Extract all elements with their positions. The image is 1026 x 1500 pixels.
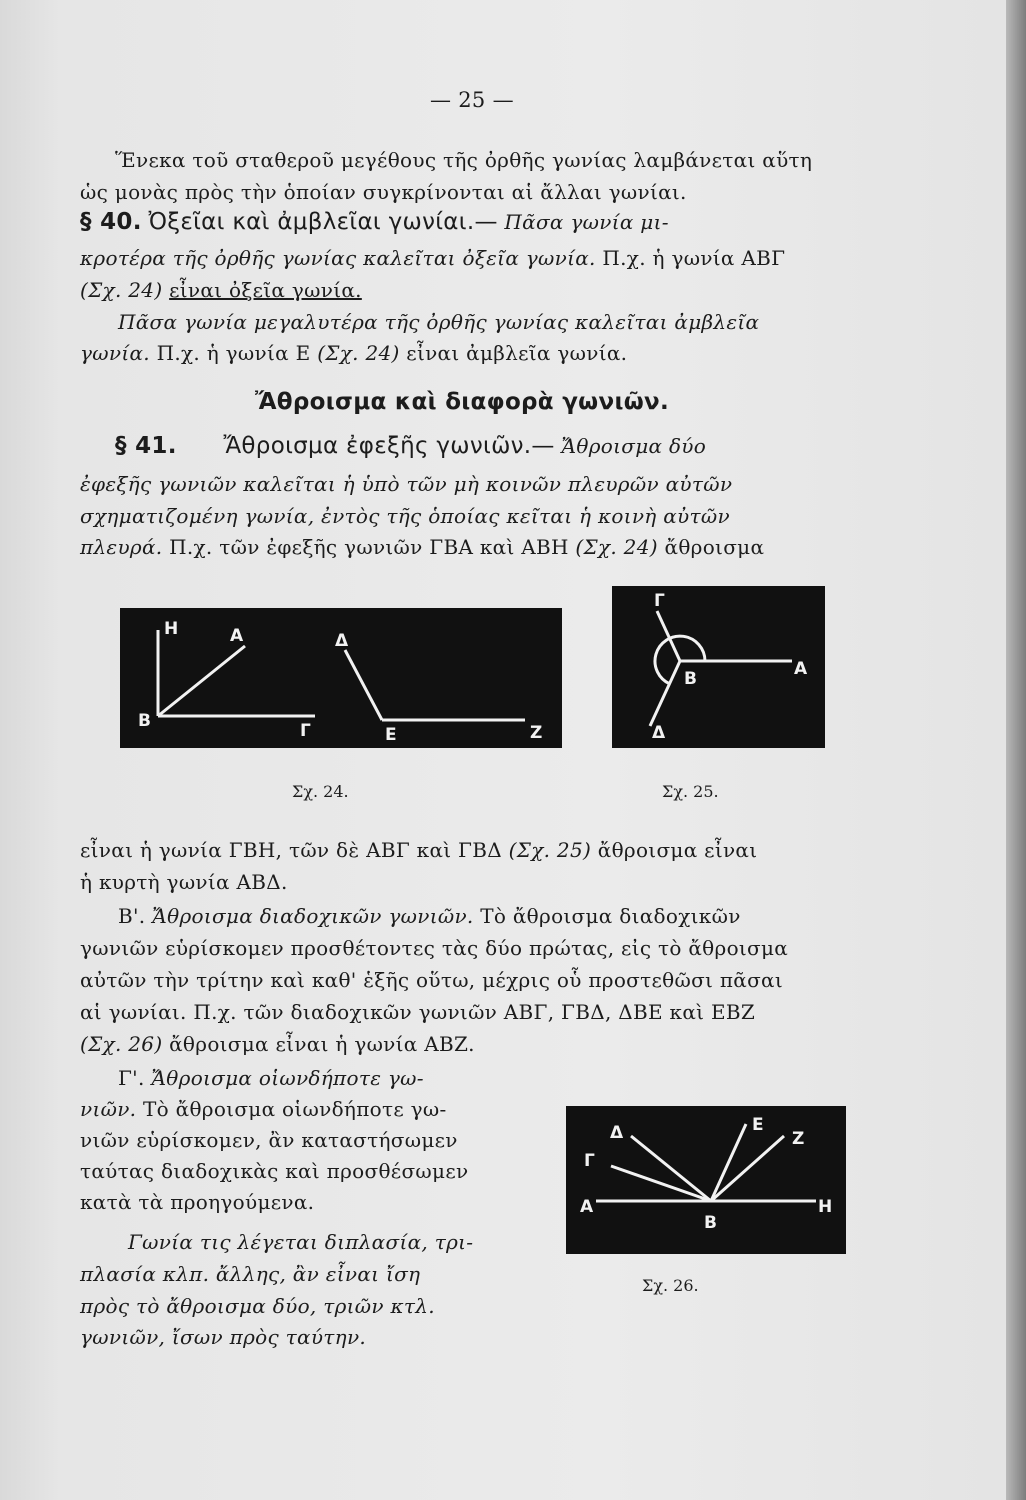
part-g-para2-line-3 <box>80 1294 435 1318</box>
definition-text: γωνιῶν, ἴσων πρὸς ταύτην. <box>80 1325 367 1349</box>
label-beta: Β <box>704 1213 717 1233</box>
section-40-definition: κροτέρα τῆς ὀρθῆς γωνίας καλεῖται ὀξεῖα γωνία. <box>80 246 596 270</box>
section-41-example: Π.χ. τῶν ἐφεξῆς γωνιῶν ΓΒΑ καὶ ΑΒΗ <box>169 535 569 559</box>
section-40-line-4 <box>118 310 759 334</box>
continuation-line-1 <box>80 838 757 862</box>
label-eta: Η <box>818 1197 833 1217</box>
section-40-line-1 <box>80 210 669 234</box>
section-41-line-1 <box>115 434 706 458</box>
figure-24-caption: Σχ. 24. <box>292 782 349 801</box>
part-g-text: Τὸ ἄθροισμα οἱωνδήποτε γω- <box>143 1097 447 1121</box>
section-40-line-5 <box>80 341 627 365</box>
section-41-text: ἄθροισμα <box>664 535 765 559</box>
figure-26-drawing <box>566 1106 846 1254</box>
section-40-text: εἶναι ὀξεῖα γωνία. <box>169 278 362 302</box>
figure-24 <box>120 608 562 748</box>
label-delta: Δ <box>335 631 349 651</box>
figure-ref: (Σχ. 25) <box>508 838 592 862</box>
section-41-text: ἐφεξῆς γωνιῶν καλεῖται ἡ ὑπὸ τῶν μὴ κοινῶν πλευρῶν αὐτῶν <box>80 472 733 496</box>
part-b-title: Ἄθροισμα διαδοχικῶν γωνιῶν. <box>152 904 474 928</box>
label-zeta: Ζ <box>530 723 543 743</box>
label-gamma: Γ <box>584 1151 595 1171</box>
part-g-line-3: νιῶν εὑρίσκομεν, ἂν καταστήσωμεν <box>80 1128 458 1152</box>
section-40-definition-2: Πᾶσα γωνία μεγαλυτέρα τῆς ὀρθῆς γωνίας καλεῖται ἀμβλεῖα <box>118 310 760 334</box>
label-alpha: Α <box>580 1197 594 1217</box>
definition-text: Γωνία τις λέγεται διπλασία, τρι- <box>128 1230 474 1254</box>
section-heading: Ἄθροισμα καὶ διαφορὰ γωνιῶν. <box>255 389 669 415</box>
part-g-title: Ἄθροισμα οἱωνδήποτε γω- <box>151 1066 424 1090</box>
part-b-label: Β'. <box>118 904 146 928</box>
label-delta: Δ <box>610 1123 624 1143</box>
definition-text: πρὸς τὸ ἄθροισμα δύο, τριῶν κτλ. <box>80 1294 435 1318</box>
figure-ref: (Σχ. 26) <box>80 1032 163 1056</box>
part-g-line-4: ταύτας διαδοχικὰς καὶ προσθέσωμεν <box>80 1159 469 1183</box>
figure-ref: (Σχ. 24) <box>575 535 658 559</box>
definition-text: πλασία κλπ. ἄλλης, ἂν εἶναι ἴση <box>80 1262 421 1286</box>
figure-ref: (Σχ. 24) <box>317 341 400 365</box>
part-g-para2-line-1 <box>128 1230 473 1254</box>
section-40-line-2 <box>80 246 785 270</box>
intro-line-2: ὡς μονὰς πρὸς τὴν ὁποίαν συγκρίνονται αἱ ἄλλαι γωνίαι. <box>80 180 687 204</box>
section-41-number: § 41. <box>115 433 177 459</box>
figure-ref: (Σχ. 24) <box>80 278 163 302</box>
figure-25-drawing <box>612 586 825 748</box>
figure-24-drawing <box>120 608 562 748</box>
section-40-example: Π.χ. ἡ γωνία ΑΒΓ <box>602 246 786 270</box>
figure-26-caption: Σχ. 26. <box>642 1276 699 1295</box>
label-epsilon: Ε <box>385 725 397 745</box>
label-zeta: Ζ <box>792 1129 805 1149</box>
part-g-label: Γ'. <box>118 1066 145 1090</box>
page-edge <box>1006 0 1026 1500</box>
part-g-para2-line-2 <box>80 1262 420 1286</box>
section-40-line-3 <box>80 278 362 302</box>
label-epsilon: Ε <box>752 1115 764 1135</box>
continuation-text: ἄθροισμα εἶναι <box>597 838 758 862</box>
section-41-text: σχηματιζομένη γωνία, ἐντὸς τῆς ὁποίας κεῖται ἡ κοινὴ αὐτῶν <box>80 504 730 528</box>
section-41-line-4 <box>80 535 764 559</box>
part-b-line-2: γωνιῶν εὑρίσκομεν προσθέτοντες τὰς δύο πρώτας, εἰς τὸ ἄθροισμα <box>80 936 789 960</box>
part-g-line-1 <box>118 1066 424 1090</box>
continuation-text: εἶναι ἡ γωνία ΓΒΗ, τῶν δὲ ΑΒΓ καὶ ΓΒΔ <box>80 838 502 862</box>
part-b-line-4: αἱ γωνίαι. Π.χ. τῶν διαδοχικῶν γωνιῶν ΑΒΓ, ΓΒΔ, ΔΒΕ καὶ ΕΒΖ <box>80 1000 756 1024</box>
part-b-text: ἄθροισμα εἶναι ἡ γωνία ΑΒΖ. <box>169 1032 475 1056</box>
part-b-line-3: αὐτῶν τὴν τρίτην καὶ καθ' ἑξῆς οὕτω, μέχρις οὗ προστεθῶσι πᾶσαι <box>80 968 783 992</box>
part-b-line-1 <box>118 904 741 928</box>
section-40-number: § 40. <box>80 209 142 235</box>
label-beta: Β <box>684 669 697 689</box>
section-40-text: εἶναι ἀμβλεῖα γωνία. <box>406 341 628 365</box>
section-40-example-2: Π.χ. ἡ γωνία Ε <box>156 341 311 365</box>
continuation-line-2: ἡ κυρτὴ γωνία ΑΒΔ. <box>80 870 288 894</box>
section-41-line-2 <box>80 472 732 496</box>
part-g-line-2 <box>80 1097 447 1121</box>
section-41-text: Ἄθροισμα δύο <box>561 434 707 458</box>
section-40-text: γωνία. <box>80 341 150 365</box>
part-b-text: Τὸ ἄθροισμα διαδοχικῶν <box>480 904 741 928</box>
figure-25-caption: Σχ. 25. <box>662 782 719 801</box>
figure-26 <box>566 1106 846 1254</box>
label-beta: Β <box>138 711 151 731</box>
section-41-title: Ἄθροισμα ἐφεξῆς γωνιῶν.— <box>223 433 555 459</box>
label-alpha: Α <box>230 626 244 646</box>
label-gamma: Γ <box>300 721 311 741</box>
label-delta: Δ <box>652 723 666 743</box>
figure-25 <box>612 586 825 748</box>
part-g-line-5: κατὰ τὰ προηγούμενα. <box>80 1190 315 1214</box>
part-g-para2-line-4 <box>80 1325 366 1349</box>
section-41-line-3 <box>80 504 730 528</box>
part-b-line-5 <box>80 1032 475 1056</box>
label-eta: Η <box>164 619 179 639</box>
section-41-text: πλευρά. <box>80 535 163 559</box>
intro-line-1: Ἕνεκα τοῦ σταθεροῦ μεγέθους τῆς ὀρθῆς γωνίας λαμβάνεται αὕτη <box>115 148 813 172</box>
section-40-title: Ὀξεῖαι καὶ ἀμβλεῖαι γωνίαι.— <box>148 209 498 235</box>
part-g-title: νιῶν. <box>80 1097 137 1121</box>
label-gamma: Γ <box>654 591 665 611</box>
page-number: — 25 — <box>430 88 514 112</box>
label-alpha: Α <box>794 659 808 679</box>
section-40-text: Πᾶσα γωνία μι- <box>504 210 669 234</box>
